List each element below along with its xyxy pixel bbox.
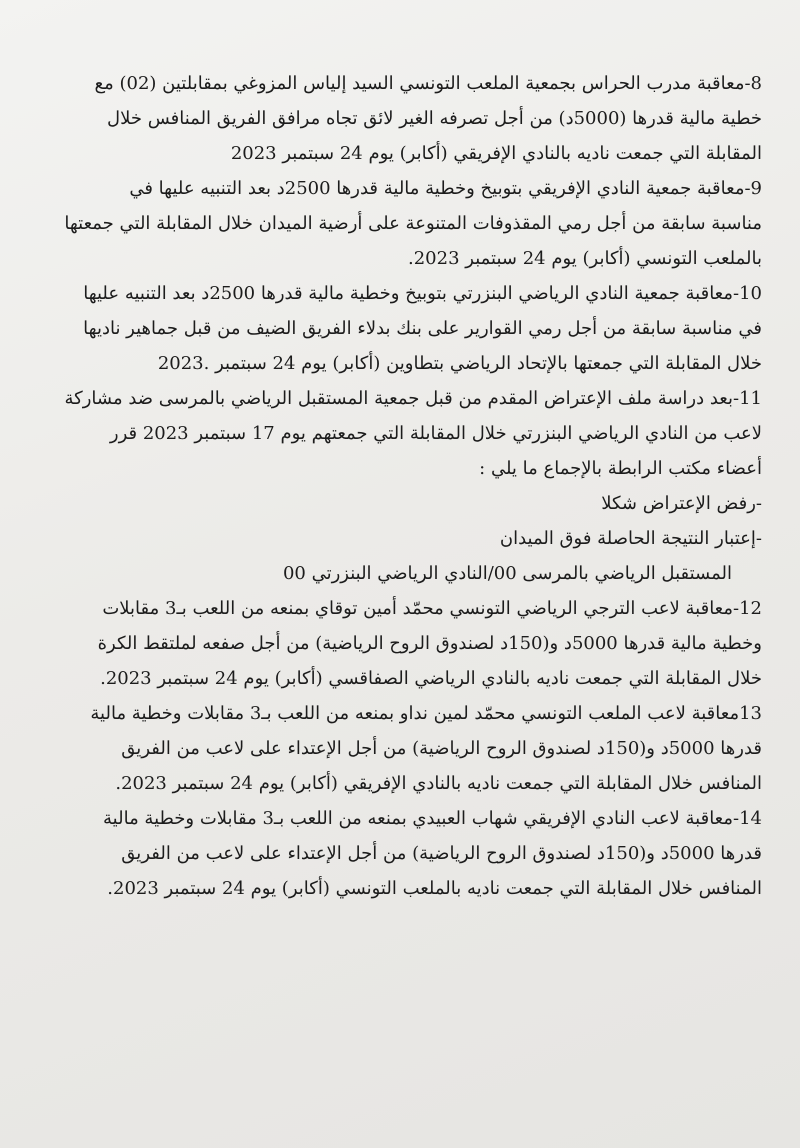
paragraph-item-12: [42, 591, 762, 696]
paragraph-item-10: [42, 276, 762, 381]
text-line: لاعب من النادي الرياضي البنزرتي خلال المقابلة التي جمعتهم يوم 17 سبتمبر 2023 قرر: [109, 423, 762, 444]
text-line: المنافس خلال المقابلة التي جمعت ناديه بالملعب التونسي (أكابر) يوم 24 سبتمبر 2023.: [107, 878, 762, 899]
text-line: خطية مالية قدرها (5000د) من أجل تصرفه الغير لائق تجاه مرافق الفريق المنافس خلال: [107, 108, 762, 129]
text-line: مناسبة سابقة من أجل رمي المقذوفات المتنوعة على أرضية الميدان خلال المقابلة التي جمعتها: [64, 213, 762, 234]
text-line: المنافس خلال المقابلة التي جمعت ناديه بالنادي الإفريقي (أكابر) يوم 24 سبتمبر 2023.: [115, 773, 762, 794]
text-line: المقابلة التي جمعت ناديه بالنادي الإفريقي (أكابر) يوم 24 سبتمبر 2023: [230, 143, 762, 164]
text-line: 13معاقبة لاعب الملعب التونسي محمّد لمين نداو بمنعه من اللعب بـ3 مقابلات وخطية مالية: [90, 703, 762, 724]
text-line: 8-معاقبة مدرب الحراس بجمعية الملعب التونسي السيد إلياس المزوغي بمقابلتين (02) مع: [94, 73, 762, 94]
text-line: وخطية مالية قدرها 5000د و(150د لصندوق الروح الرياضية) من أجل صفعه لملتقط الكرة: [97, 633, 762, 654]
paragraph-item-8: [42, 66, 762, 171]
text-line: خلال المقابلة التي جمعت ناديه بالنادي الرياضي الصفاقسي (أكابر) يوم 24 سبتمبر 2023.: [100, 668, 762, 689]
decisions-document: [42, 66, 762, 906]
text-line: 14-معاقبة لاعب النادي الإفريقي شهاب العبيدي بمنعه من اللعب بـ3 مقابلات وخطية مالية: [103, 808, 762, 829]
paragraph-item-14: [42, 801, 762, 906]
text-line: قدرها 5000د و(150د لصندوق الروح الرياضية) من أجل الإعتداء على لاعب من الفريق: [121, 738, 762, 759]
text-line: قدرها 5000د و(150د لصندوق الروح الرياضية) من أجل الإعتداء على لاعب من الفريق: [121, 843, 762, 864]
text-line: خلال المقابلة التي جمعتها بالإتحاد الرياضي بتطاوين (أكابر) يوم 24 سبتمبر .2023: [157, 353, 762, 374]
match-result: المستقبل الرياضي بالمرسى 00/النادي الرياضي البنزرتي 00: [282, 563, 732, 584]
decision-keep-result: -إعتبار النتيجة الحاصلة فوق الميدان: [499, 528, 762, 549]
text-line: أعضاء مكتب الرابطة بالإجماع ما يلي :: [479, 458, 762, 479]
text-line: بالملعب التونسي (أكابر) يوم 24 سبتمبر 2023.: [408, 248, 762, 269]
decision-reject-objection: -رفض الإعتراض شكلا: [601, 493, 762, 514]
text-line: 9-معاقبة جمعية النادي الإفريقي بتوبيخ وخطية مالية قدرها 2500د بعد التنبيه عليها في: [129, 178, 762, 199]
paragraph-item-11: [42, 381, 762, 591]
paragraph-item-9: [42, 171, 762, 276]
text-line: 12-معاقبة لاعب الترجي الرياضي التونسي محمّد أمين توقاي بمنعه من اللعب بـ3 مقابلات: [102, 598, 762, 619]
text-line: في مناسبة سابقة من أجل رمي القوارير على بنك بدلاء الفريق الضيف من قبل جماهير ناديها: [83, 318, 762, 339]
paragraph-item-13: [42, 696, 762, 801]
text-line: 10-معاقبة جمعية النادي الرياضي البنزرتي بتوبيخ وخطية مالية قدرها 2500د بعد التنبيه عليها: [83, 283, 762, 304]
text-line: 11-بعد دراسة ملف الإعتراض المقدم من قبل جمعية المستقبل الرياضي بالمرسى ضد مشاركة: [64, 388, 762, 409]
